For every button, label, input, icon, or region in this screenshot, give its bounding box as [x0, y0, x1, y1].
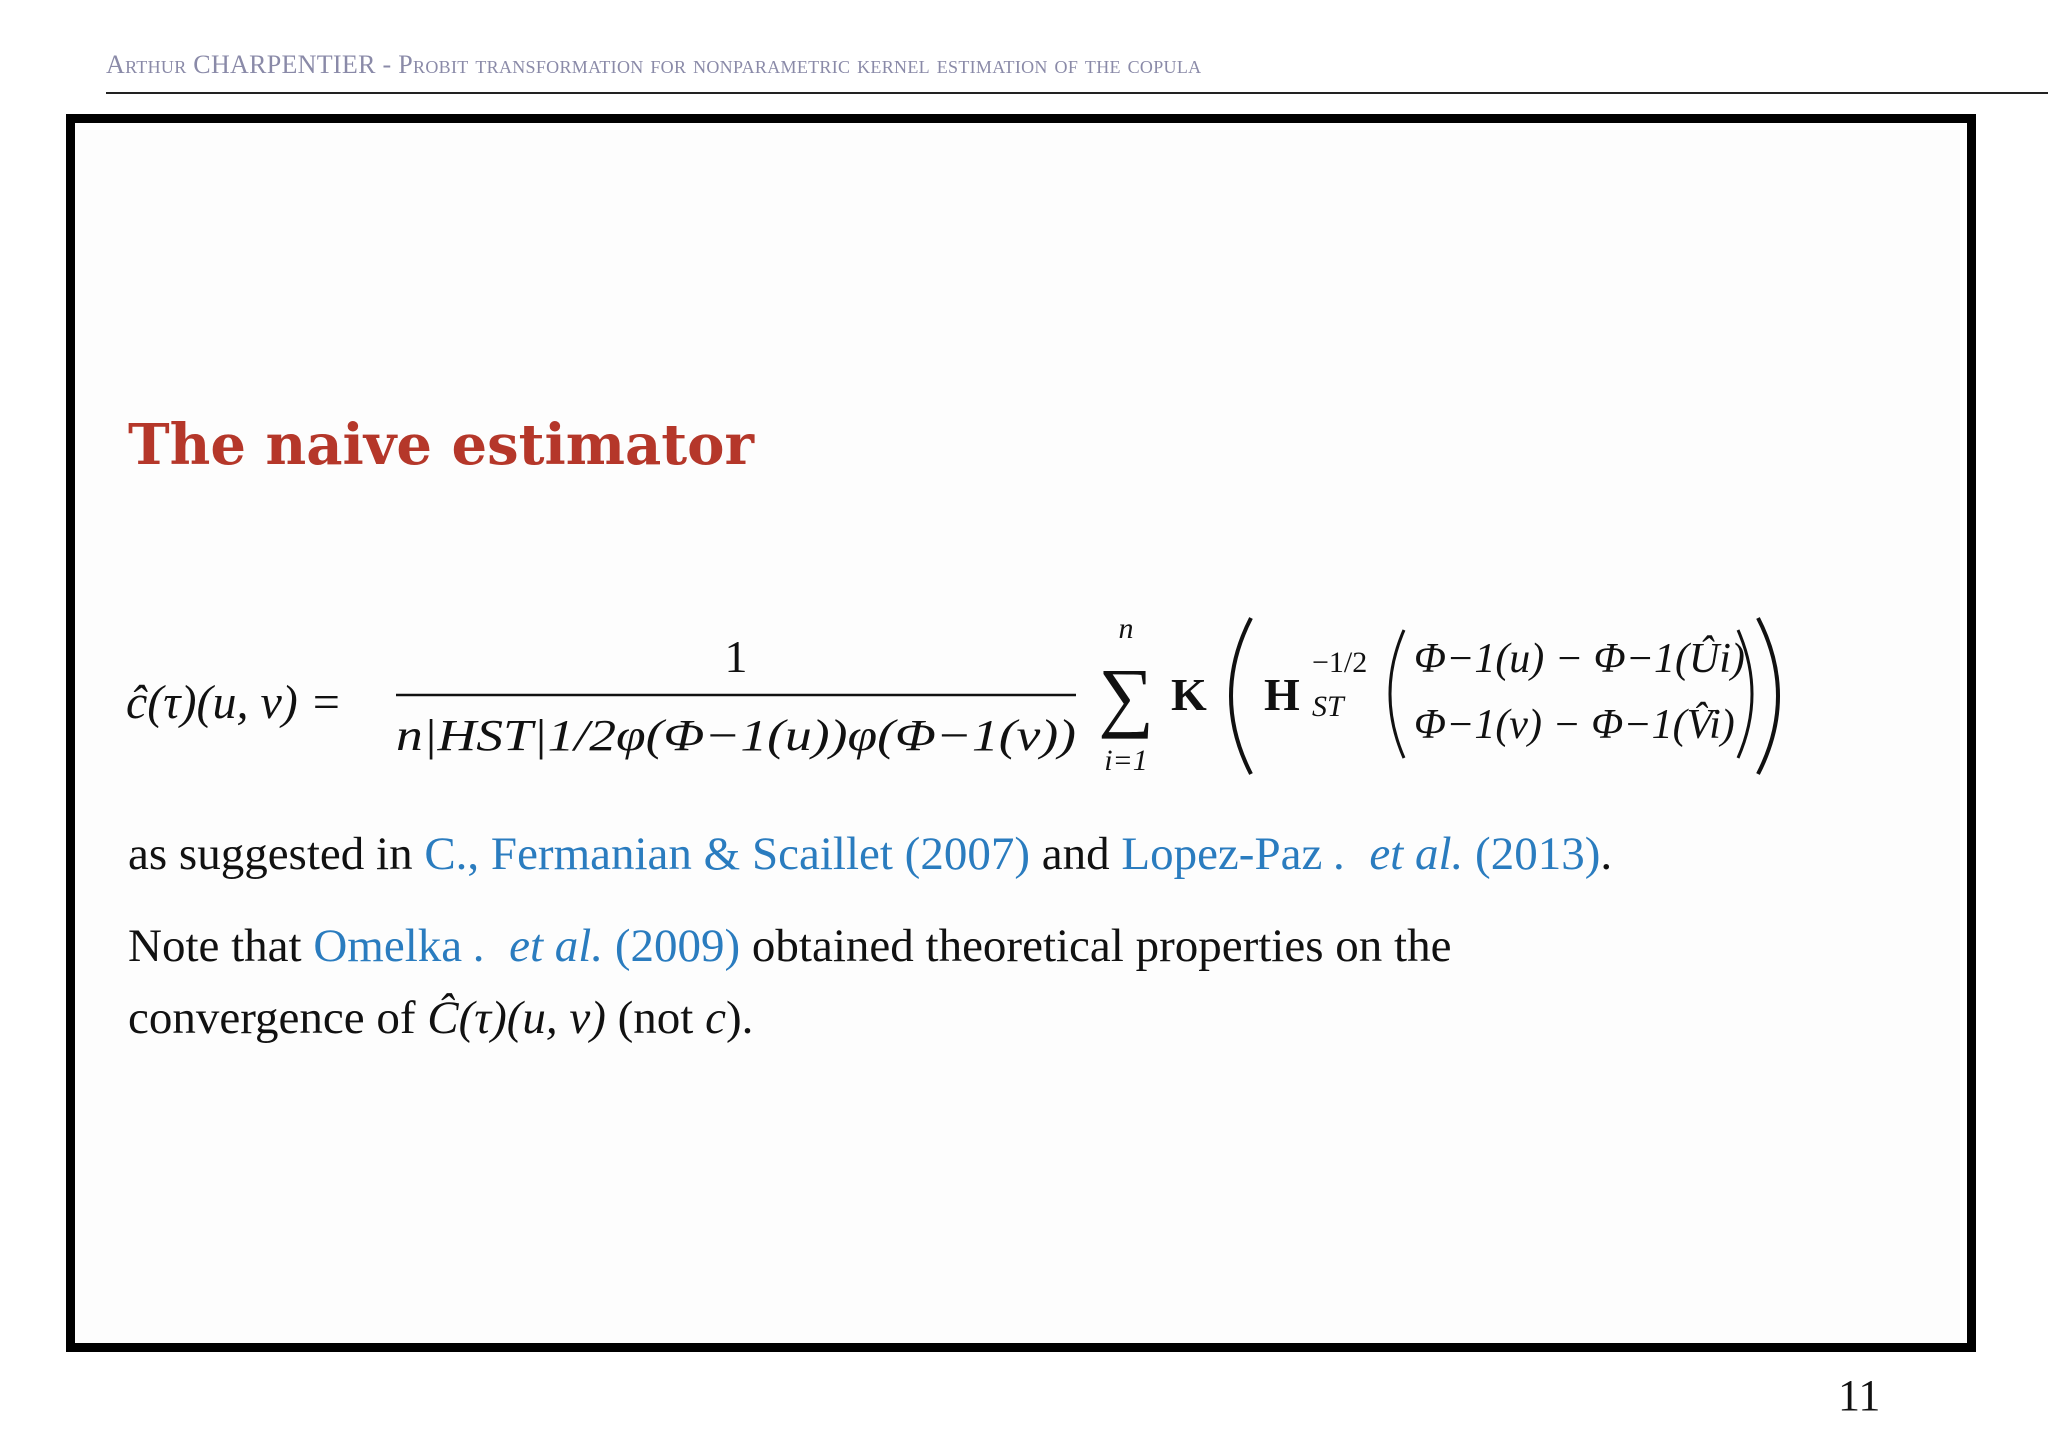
- kernel-symbol: K: [1171, 669, 1207, 720]
- paragraph1-middle: and: [1029, 828, 1122, 880]
- bandwidth-subscript: ST: [1312, 690, 1344, 723]
- sum-lower-limit: i=1: [1104, 744, 1148, 777]
- bandwidth-matrix: H: [1264, 669, 1300, 720]
- formula-lhs: ĉ(τ)(u, v) =: [126, 676, 343, 729]
- citation-omelka-year[interactable]: (2009): [614, 920, 741, 972]
- citation-omelka-etal[interactable]: et al.: [509, 920, 604, 972]
- header-title: Probit transformation for nonparametric kernel estimation of the copula: [398, 50, 1202, 79]
- paragraph2-line2-prefix: convergence of: [128, 992, 428, 1044]
- paragraph-note-line2: [128, 990, 753, 1046]
- page-number: 11: [1838, 1371, 1881, 1420]
- paragraph2-prefix: Note that: [128, 920, 314, 972]
- sum-upper-limit: n: [1118, 612, 1134, 645]
- paragraph-suggested: [128, 826, 1612, 882]
- slide-title: The naive estimator: [128, 412, 755, 478]
- citation-lopez-paz-year[interactable]: (2013): [1475, 828, 1601, 880]
- big-right-paren: [1758, 618, 1778, 774]
- citation-omelka-name[interactable]: Omelka: [313, 920, 463, 972]
- vector-left-paren: [1390, 630, 1404, 758]
- citation-fermanian-scaillet[interactable]: C., Fermanian & Scaillet (2007): [424, 828, 1030, 880]
- citation-lopez-paz-etal[interactable]: et al.: [1369, 828, 1464, 880]
- bandwidth-exponent: −1/2: [1312, 646, 1368, 679]
- citation-omelka-dot[interactable]: .: [462, 920, 486, 972]
- copula-estimator-symbol: Ĉ(τ)(u, v): [427, 992, 606, 1044]
- sum-symbol: ∑: [1098, 652, 1154, 739]
- estimator-formula: [126, 610, 1916, 790]
- vector-bottom-entry: Φ−1(v) − Φ−1(V̂i): [1414, 702, 1735, 748]
- formula-denominator: n|HST|1/2φ(Φ−1(u))φ(Φ−1(v)): [396, 711, 1076, 760]
- paragraph1-prefix: as suggested in: [128, 828, 425, 880]
- paragraph1-suffix: .: [1600, 828, 1613, 880]
- paragraph2-suffix: obtained theoretical properties on the: [740, 920, 1452, 972]
- header-rule: [106, 92, 2048, 94]
- paragraph2-line2-end: ).: [726, 992, 754, 1044]
- vector-top-entry: Φ−1(u) − Φ−1(Ûi): [1414, 636, 1745, 682]
- paragraph2-line2-suffix: (not: [605, 992, 706, 1044]
- formula-numerator: 1: [724, 631, 748, 682]
- big-left-paren: [1231, 618, 1251, 774]
- header-separator: -: [375, 50, 399, 79]
- header-author: Arthur CHARPENTIER: [106, 50, 376, 79]
- citation-lopez-paz-dot[interactable]: .: [1322, 828, 1346, 880]
- citation-lopez-paz-name[interactable]: Lopez-Paz: [1121, 828, 1323, 880]
- paragraph-note-line1: [128, 918, 1451, 974]
- running-header: [106, 50, 1201, 80]
- density-symbol-c: c: [705, 992, 726, 1044]
